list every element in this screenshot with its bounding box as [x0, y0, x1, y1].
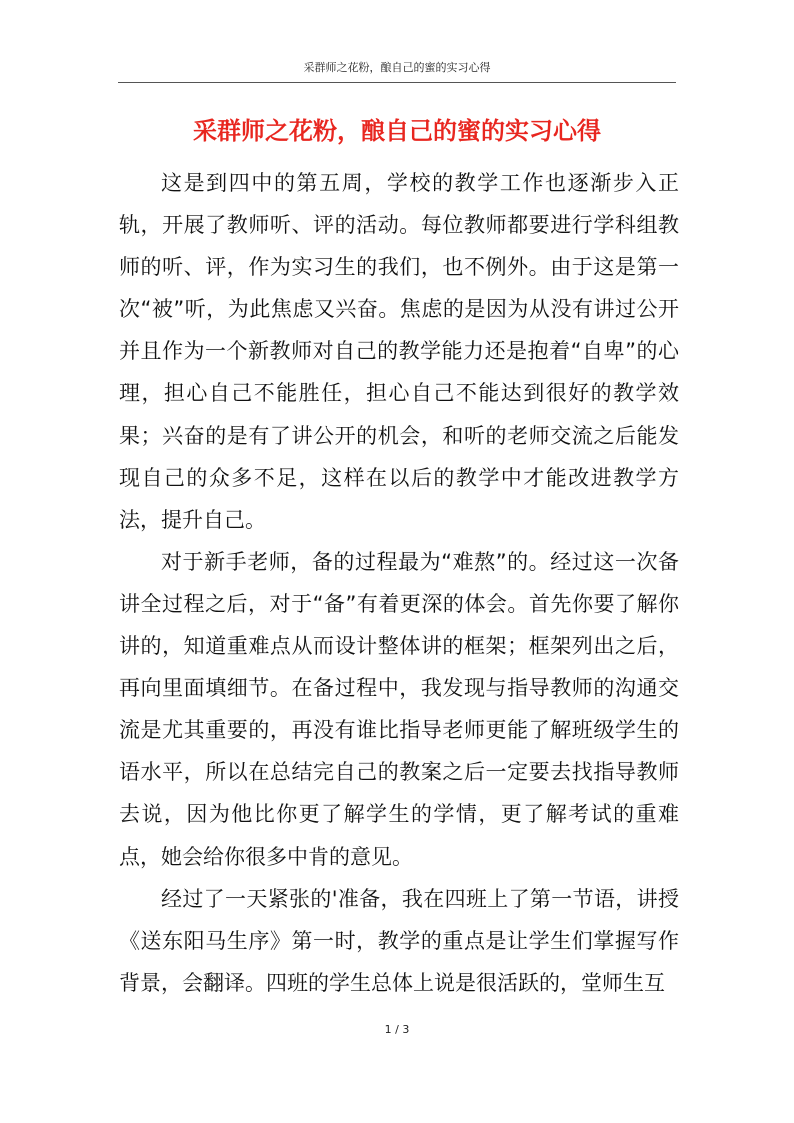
paragraph-3: 经过了一天紧张的'准备，我在四班上了第一节语，讲授《送东阳马生序》第一时，教学的重点是让学生们掌握写作背景，会翻译。四班的学生总体上说是很活跃的，堂师生互: [119, 886, 679, 995]
header-divider: [118, 82, 676, 83]
running-header: 采群师之花粉，酿自己的蜜的实习心得: [303, 61, 491, 74]
document-title: 采群师之花粉，酿自己的蜜的实习心得: [193, 117, 601, 145]
page-number: 1 / 3: [384, 1023, 410, 1036]
paragraph-1: 这是到四中的第五周，学校的教学工作也逐渐步入正轨，开展了教师听、评的活动。每位教师都要进行学科组教师的听、评，作为实习生的我们，也不例外。由于这是第一次“被”听，为此焦虑又兴奋。焦虑的是因为从没有讲过公开并且作为一个新教师对自己的教学能力还是抱着“自卑”的心理，担心自己不能胜任，担心自己不能达到很好的教学效果；兴奋的是有了讲公开的机会，和听的老师交流之后能发现自己的众多不足，这样在以后的教学中才能改进教学方法，提升自己。: [119, 171, 679, 532]
paragraph-2: 对于新手老师，备的过程最为“难熬”的。经过这一次备讲全过程之后，对于“备”有着更深的体会。首先你要了解你讲的，知道重难点从而设计整体讲的框架；框架列出之后，再向里面填细节。在备过程中，我发现与指导教师的沟通交流是尤其重要的，再没有谁比指导老师更能了解班级学生的语水平，所以在总结完自己的教案之后一定要去找指导教师去说，因为他比你更了解学生的学情，更了解考试的重难点，她会给你很多中肯的意见。: [119, 549, 679, 869]
document-body: [119, 162, 679, 1004]
